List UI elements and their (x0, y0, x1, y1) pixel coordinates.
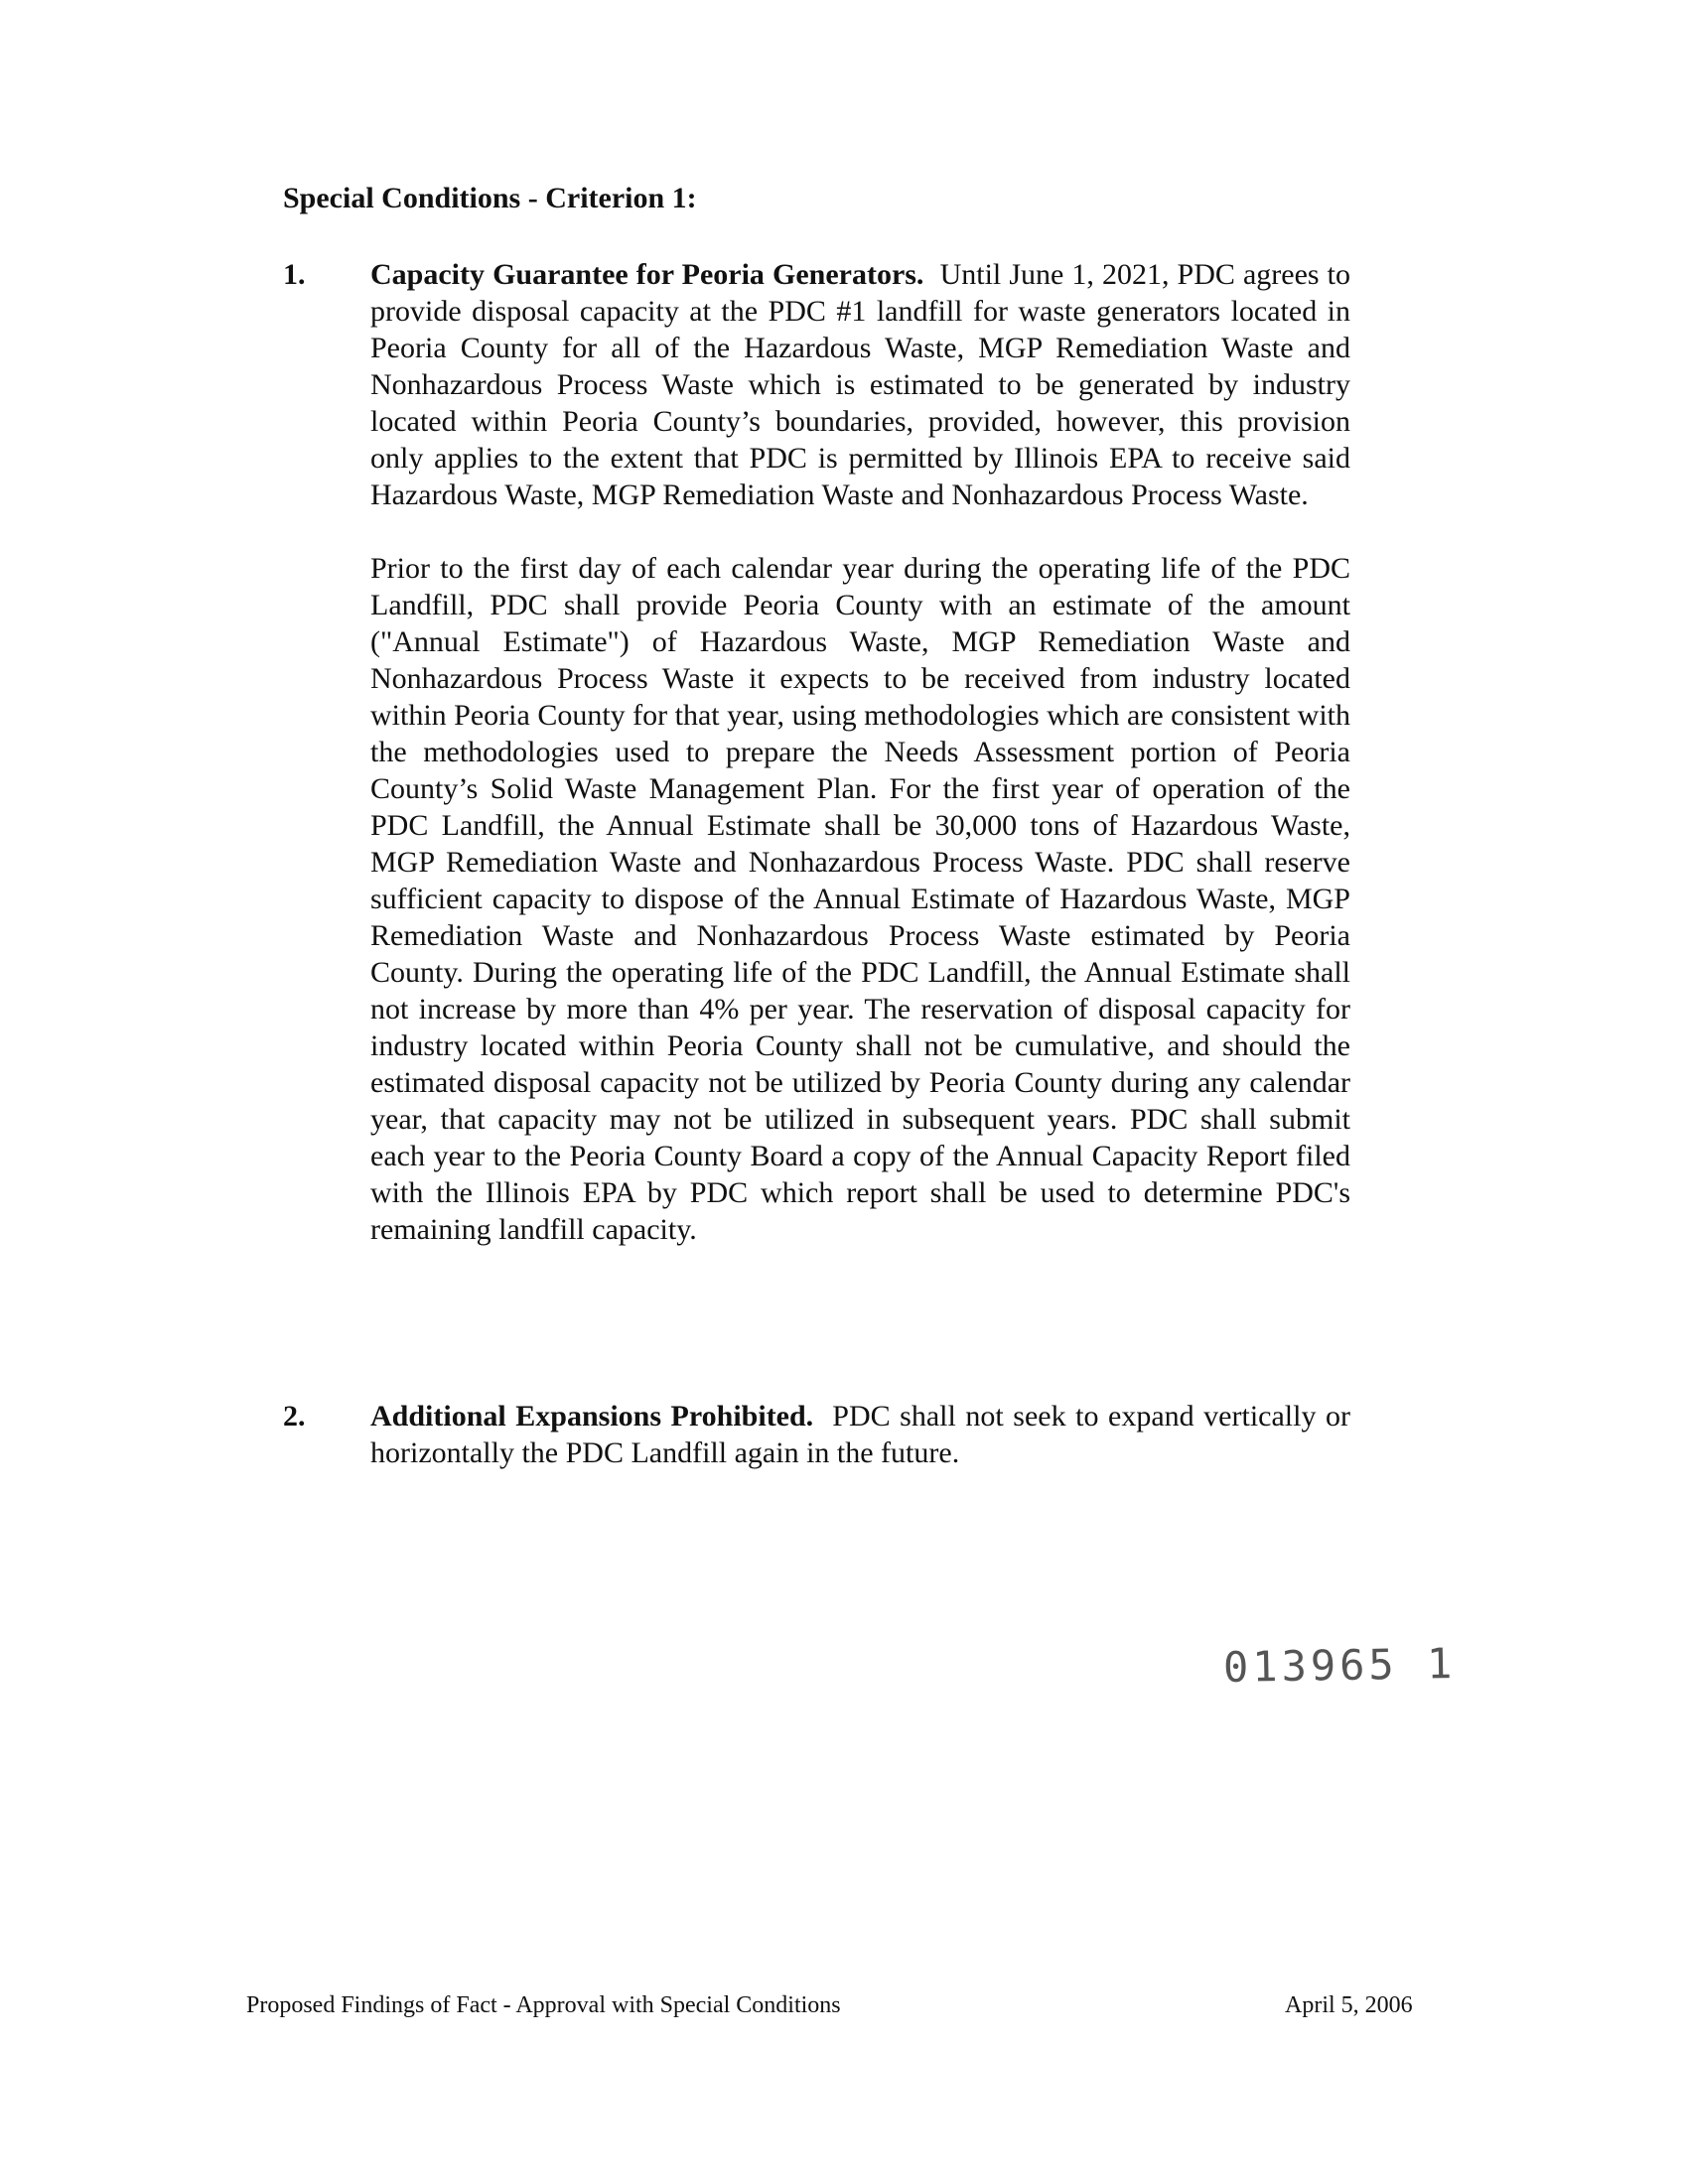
footer-date: April 5, 2006 (1285, 1992, 1413, 2018)
condition-paragraph (370, 1398, 1350, 1471)
section-heading: Special Conditions - Criterion 1: (283, 182, 697, 214)
condition-title: Capacity Guarantee for Peoria Generators. (370, 258, 924, 291)
footer-document-title: Proposed Findings of Fact - Approval with Special Conditions (246, 1992, 841, 2018)
condition-body (370, 1398, 1350, 1471)
condition-paragraph (370, 256, 1350, 513)
condition-number: 2. (283, 1400, 306, 1433)
condition-text: PDC shall not seek to expand vertically or horizontally the PDC Landfill again in the future. (370, 1400, 1350, 1469)
page-stamp-number: 013965 1 (1222, 1638, 1457, 1693)
condition-text: Until June 1, 2021, PDC agrees to provide disposal capacity at the PDC #1 landfill for waste generators located in Peoria County for all of the Hazardous Waste, MGP Remediation Waste and Nonhazardous Process Waste which is estimated to be generated by industry located within Peoria County’s boundaries, provided, however, this provision only applies to the extent that PDC is permitted by Illinois EPA to receive said Hazardous Waste, MGP Remediation Waste and Nonhazardous Process Waste. (370, 258, 1351, 511)
condition-title: Additional Expansions Prohibited. (370, 1400, 814, 1433)
condition-body (370, 256, 1350, 1248)
condition-number: 1. (283, 258, 306, 291)
condition-paragraph: Prior to the first day of each calendar year during the operating life of the PDC Landfill, PDC shall provide Peoria County with an estimate of the amount ("Annual Estimate") of Hazardous Waste, MGP Remediation Waste and Nonhazardous Process Waste it expects to be received from industry located within Peoria County for that year, using methodologies which are consistent with the methodologies used to prepare the Needs Assessment portion of Peoria County’s Solid Waste Management Plan. For the first year of operation of the PDC Landfill, the Annual Estimate shall be 30,000 tons of Hazardous Waste, MGP Remediation Waste and Nonhazardous Process Waste. PDC shall reserve sufficient capacity to dispose of the Annual Estimate of Hazardous Waste, MGP Remediation Waste and Nonhazardous Process Waste estimated by Peoria County. During the operating life of the PDC Landfill, the Annual Estimate shall not increase by more than 4% per year. The reservation of disposal capacity for industry located within Peoria County shall not be cumulative, and should the estimated disposal capacity not be utilized by Peoria County during any calendar year, that capacity may not be utilized in subsequent years. PDC shall submit each year to the Peoria County Board a copy of the Annual Capacity Report filed with the Illinois EPA by PDC which report shall be used to determine PDC's remaining landfill capacity. (370, 552, 1350, 1246)
